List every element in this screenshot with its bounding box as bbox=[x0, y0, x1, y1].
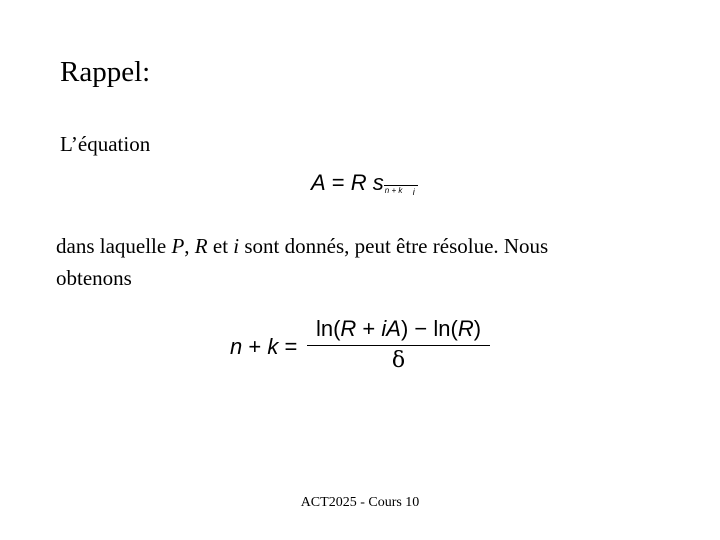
eq2-denominator: δ bbox=[391, 348, 406, 373]
eq2-numerator bbox=[307, 313, 490, 345]
paragraph-line-1 bbox=[56, 230, 548, 262]
eq1-subscript-text: n + k bbox=[384, 186, 403, 195]
eq2-n: n bbox=[230, 334, 243, 359]
var-i: i bbox=[233, 234, 240, 258]
explanation-paragraph bbox=[56, 230, 548, 294]
equation-annuity bbox=[311, 170, 418, 198]
eq2-lhs bbox=[230, 334, 297, 360]
num-part: ln( bbox=[315, 316, 341, 341]
paragraph-sep: et bbox=[207, 234, 234, 258]
slide-title: Rappel: bbox=[60, 56, 151, 88]
eq2-fraction bbox=[307, 313, 490, 374]
eq2-equals: = bbox=[278, 334, 298, 359]
num-r2: R bbox=[457, 316, 474, 341]
paragraph-text: dans laquelle bbox=[56, 234, 172, 258]
slide-footer: ACT2025 - Cours 10 bbox=[300, 495, 420, 510]
var-r: R bbox=[194, 234, 208, 258]
eq2-fraction-bar bbox=[307, 345, 490, 346]
eq1-r: R bbox=[350, 170, 367, 195]
paragraph-line-2: obtenons bbox=[56, 266, 132, 290]
paragraph-sep: , bbox=[184, 234, 195, 258]
num-part: ) bbox=[473, 316, 482, 341]
paragraph-text: sont donnés, peut être résolue. Nous bbox=[239, 234, 549, 258]
num-r: R bbox=[340, 316, 357, 341]
num-part: ) − ln( bbox=[400, 316, 458, 341]
eq1-subscript bbox=[384, 184, 418, 198]
eq1-equals: = bbox=[325, 170, 351, 195]
eq1-lhs: A bbox=[311, 170, 326, 195]
intro-text: L’équation bbox=[60, 132, 151, 156]
eq2-k: k bbox=[267, 334, 279, 359]
eq1-s: s bbox=[366, 170, 384, 195]
var-p: P bbox=[171, 234, 185, 258]
eq1-subscript-i: i bbox=[412, 187, 415, 197]
num-part: + bbox=[356, 316, 382, 341]
num-ia: iA bbox=[381, 316, 401, 341]
eq2-plus: + bbox=[242, 334, 268, 359]
